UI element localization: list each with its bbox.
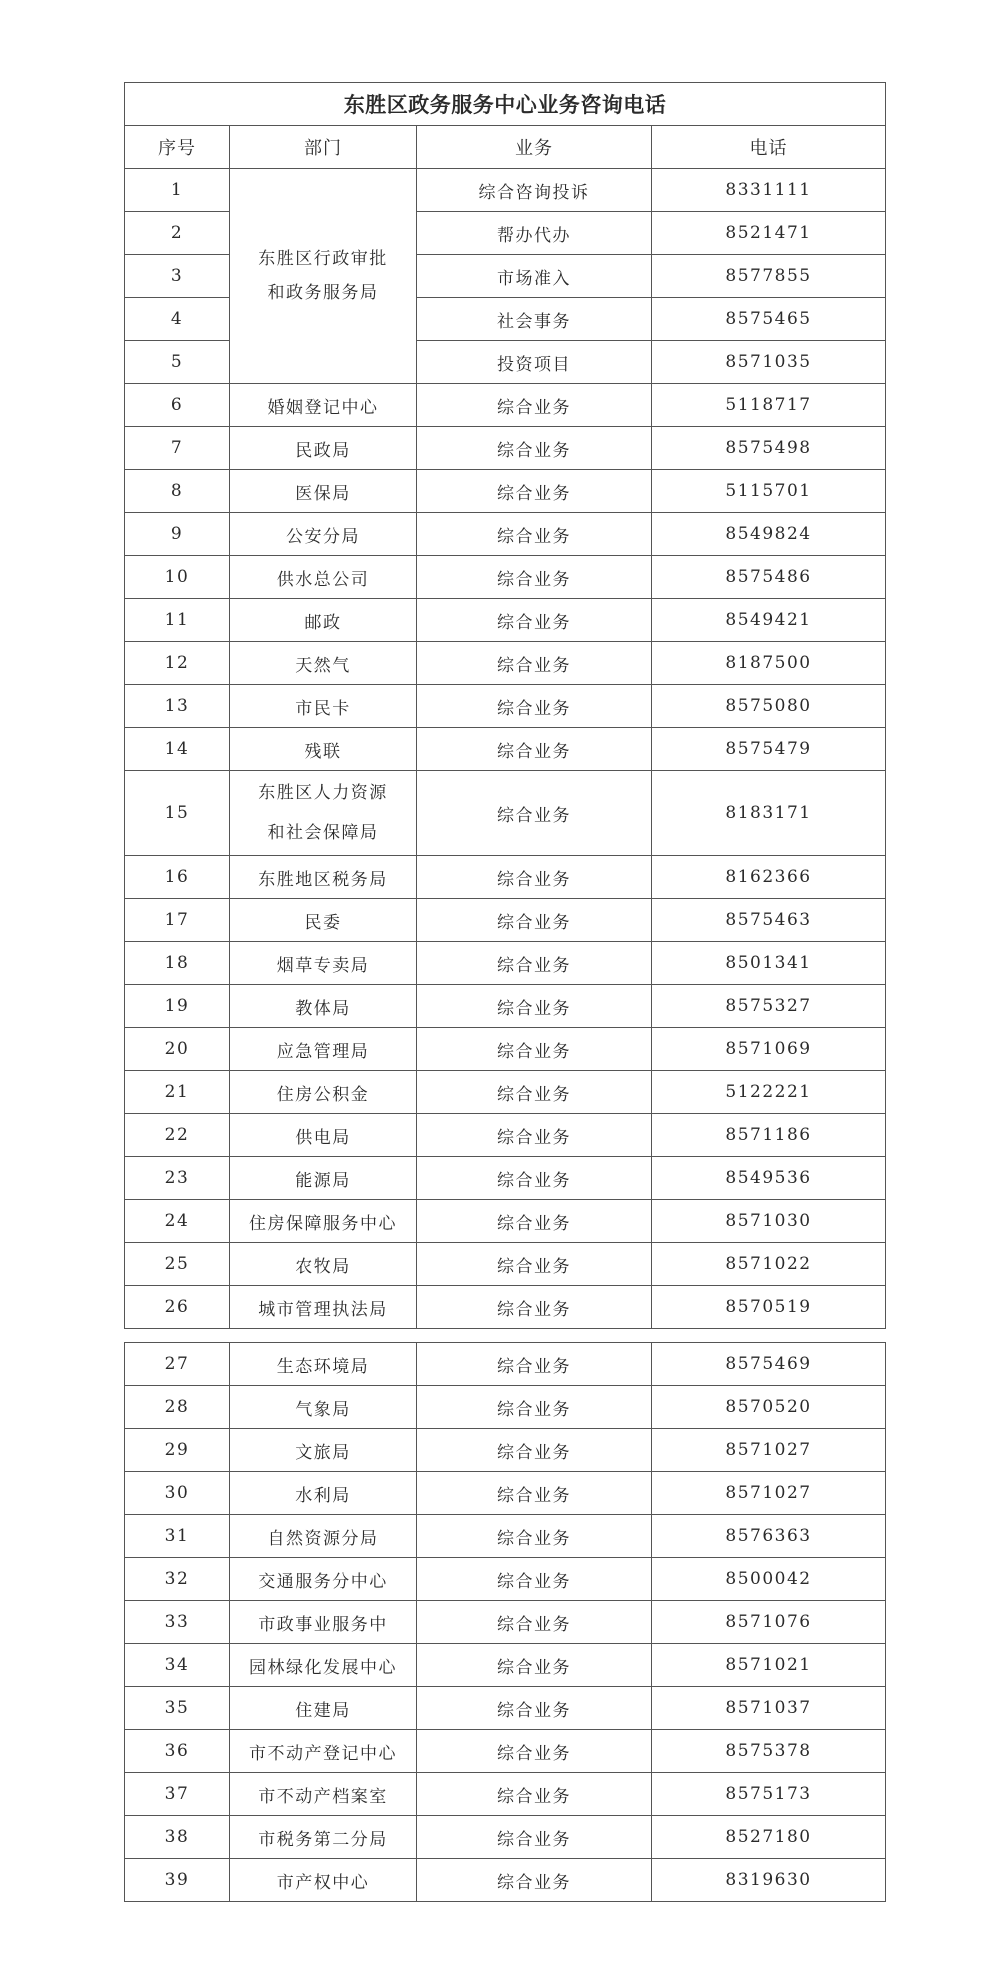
row-phone: 8577855: [652, 255, 886, 298]
table-row: [125, 642, 886, 685]
table-row: [125, 1472, 886, 1515]
row-business: 综合业务: [417, 1343, 652, 1386]
row-dept: 市不动产档案室: [230, 1773, 417, 1816]
dept-line: 和社会保障局: [267, 823, 379, 843]
row-phone: 8575465: [652, 298, 886, 341]
table-row: [125, 728, 886, 771]
row-no: 28: [125, 1386, 230, 1429]
row-business: 综合业务: [417, 1386, 652, 1429]
row-no: 8: [125, 470, 230, 513]
table-row: [125, 556, 886, 599]
row-dept: 生态环境局: [230, 1343, 417, 1386]
row-dept: 交通服务分中心: [230, 1558, 417, 1601]
phone-table-part-2: [124, 1342, 885, 1902]
row-dept: 气象局: [230, 1386, 417, 1429]
row-business: 综合业务: [417, 1028, 652, 1071]
row-dept: 供电局: [230, 1114, 417, 1157]
row-no: 38: [125, 1816, 230, 1859]
row-no: 11: [125, 599, 230, 642]
row-dept: 住房公积金: [230, 1071, 417, 1114]
row-business: 综合业务: [417, 513, 652, 556]
row-phone: 5122221: [652, 1071, 886, 1114]
row-phone: 8571030: [652, 1200, 886, 1243]
row-dept: 教体局: [230, 985, 417, 1028]
row-no: 25: [125, 1243, 230, 1286]
table-row: [125, 1286, 886, 1329]
row-phone: 8527180: [652, 1816, 886, 1859]
row-dept: 自然资源分局: [230, 1515, 417, 1558]
row-dept: 市不动产登记中心: [230, 1730, 417, 1773]
row-business: 社会事务: [417, 298, 652, 341]
table-row: [125, 169, 886, 212]
row-business: 综合业务: [417, 856, 652, 899]
table-row: [125, 1558, 886, 1601]
table-row: [125, 384, 886, 427]
header-dept: 部门: [230, 126, 417, 169]
row-business: 综合业务: [417, 985, 652, 1028]
row-business: 综合业务: [417, 1114, 652, 1157]
row-phone: 8187500: [652, 642, 886, 685]
row-no: 34: [125, 1644, 230, 1687]
table-row: [125, 1859, 886, 1902]
row-no: 37: [125, 1773, 230, 1816]
row-phone: 8571021: [652, 1644, 886, 1687]
row-phone: 8575469: [652, 1343, 886, 1386]
row-business: 综合业务: [417, 1157, 652, 1200]
row-no: 5: [125, 341, 230, 384]
table-row: [125, 899, 886, 942]
table-row: [125, 985, 886, 1028]
row-no: 26: [125, 1286, 230, 1329]
row-business: 帮办代办: [417, 212, 652, 255]
row-no: 10: [125, 556, 230, 599]
row-no: 16: [125, 856, 230, 899]
header-business: 业务: [417, 126, 652, 169]
row-dept: 烟草专卖局: [230, 942, 417, 985]
row-business: 综合业务: [417, 1773, 652, 1816]
row-phone: 8571027: [652, 1429, 886, 1472]
table-row: [125, 1687, 886, 1730]
table-row: [125, 1071, 886, 1114]
table-row: [125, 1515, 886, 1558]
table-row: [125, 427, 886, 470]
row-business: 投资项目: [417, 341, 652, 384]
row-dept: 水利局: [230, 1472, 417, 1515]
row-phone: 5118717: [652, 384, 886, 427]
row-phone: 8575463: [652, 899, 886, 942]
row-business: 综合业务: [417, 1429, 652, 1472]
row-phone: 8571035: [652, 341, 886, 384]
row-dept: 住建局: [230, 1687, 417, 1730]
row-dept: 婚姻登记中心: [230, 384, 417, 427]
dept-line: 东胜区人力资源: [258, 783, 388, 803]
row-phone: 5115701: [652, 470, 886, 513]
row-no: 24: [125, 1200, 230, 1243]
table-title: 东胜区政务服务中心业务咨询电话: [125, 83, 886, 126]
phone-table-part-1: [124, 82, 885, 1329]
row-no: 23: [125, 1157, 230, 1200]
row-business: 综合业务: [417, 1243, 652, 1286]
row-no: 36: [125, 1730, 230, 1773]
row-phone: 8575479: [652, 728, 886, 771]
row-dept: 东胜地区税务局: [230, 856, 417, 899]
row-no: 12: [125, 642, 230, 685]
row-no: 31: [125, 1515, 230, 1558]
row-dept: [230, 771, 417, 856]
row-phone: 8501341: [652, 942, 886, 985]
header-no: 序号: [125, 126, 230, 169]
row-business: 市场准入: [417, 255, 652, 298]
row-business: 综合业务: [417, 642, 652, 685]
row-business: 综合业务: [417, 1515, 652, 1558]
row-dept: 市税务第二分局: [230, 1816, 417, 1859]
row-business: 综合业务: [417, 1859, 652, 1902]
row-no: 21: [125, 1071, 230, 1114]
row-business: 综合业务: [417, 1601, 652, 1644]
row-phone: 8571186: [652, 1114, 886, 1157]
row-no: 20: [125, 1028, 230, 1071]
row-no: 13: [125, 685, 230, 728]
table-row: [125, 1386, 886, 1429]
row-phone: 8571076: [652, 1601, 886, 1644]
row-phone: 8183171: [652, 771, 886, 856]
row-phone: 8549421: [652, 599, 886, 642]
row-business: 综合业务: [417, 1286, 652, 1329]
row-phone: 8575327: [652, 985, 886, 1028]
row-business: 综合业务: [417, 1730, 652, 1773]
row-no: 39: [125, 1859, 230, 1902]
row-no: 29: [125, 1429, 230, 1472]
row-no: 32: [125, 1558, 230, 1601]
row-phone: 8549824: [652, 513, 886, 556]
table-row: [125, 685, 886, 728]
table-row: [125, 599, 886, 642]
row-dept: 邮政: [230, 599, 417, 642]
row-phone: 8319630: [652, 1859, 886, 1902]
row-business: 综合业务: [417, 899, 652, 942]
row-no: 6: [125, 384, 230, 427]
table-row: [125, 470, 886, 513]
row-phone: 8571027: [652, 1472, 886, 1515]
row-business: 综合业务: [417, 1687, 652, 1730]
row-phone: 8549536: [652, 1157, 886, 1200]
row-phone: 8575378: [652, 1730, 886, 1773]
row-no: 9: [125, 513, 230, 556]
row-no: 3: [125, 255, 230, 298]
row-phone: 8575173: [652, 1773, 886, 1816]
dept-line: 和政务服务局: [267, 283, 379, 303]
row-business: 综合业务: [417, 1816, 652, 1859]
table-row: [125, 1114, 886, 1157]
row-phone: 8575486: [652, 556, 886, 599]
row-no: 4: [125, 298, 230, 341]
row-no: 22: [125, 1114, 230, 1157]
row-phone: 8570520: [652, 1386, 886, 1429]
table-row: [125, 1429, 886, 1472]
row-phone: 8162366: [652, 856, 886, 899]
row-dept: 城市管理执法局: [230, 1286, 417, 1329]
row-no: 1: [125, 169, 230, 212]
row-no: 30: [125, 1472, 230, 1515]
row-dept: 天然气: [230, 642, 417, 685]
row-business: 综合业务: [417, 728, 652, 771]
row-phone: 8570519: [652, 1286, 886, 1329]
row-dept: 民委: [230, 899, 417, 942]
row-no: 27: [125, 1343, 230, 1386]
row-dept: 能源局: [230, 1157, 417, 1200]
row-business: 综合业务: [417, 1472, 652, 1515]
header-row: [125, 126, 886, 169]
row-phone: 8521471: [652, 212, 886, 255]
row-business: 综合业务: [417, 1071, 652, 1114]
row-business: 综合业务: [417, 470, 652, 513]
row-business: 综合业务: [417, 942, 652, 985]
row-no: 7: [125, 427, 230, 470]
table-row: [125, 1243, 886, 1286]
row-dept: 住房保障服务中心: [230, 1200, 417, 1243]
row-dept: 供水总公司: [230, 556, 417, 599]
table-row: [125, 1343, 886, 1386]
table-row: [125, 513, 886, 556]
row-dept: 市产权中心: [230, 1859, 417, 1902]
table-row: [125, 1816, 886, 1859]
row-phone: 8571069: [652, 1028, 886, 1071]
row-dept: 民政局: [230, 427, 417, 470]
row-business: 综合业务: [417, 1558, 652, 1601]
row-no: 15: [125, 771, 230, 856]
table-row: [125, 771, 886, 856]
row-no: 19: [125, 985, 230, 1028]
row-no: 17: [125, 899, 230, 942]
row-dept: 市民卡: [230, 685, 417, 728]
row-business: 综合业务: [417, 556, 652, 599]
row-dept: 文旅局: [230, 1429, 417, 1472]
header-phone: 电话: [652, 126, 886, 169]
row-dept: 市政事业服务中: [230, 1601, 417, 1644]
row-dept: 残联: [230, 728, 417, 771]
row-dept: 农牧局: [230, 1243, 417, 1286]
table-row: [125, 1773, 886, 1816]
table-row: [125, 1601, 886, 1644]
table-row: [125, 1644, 886, 1687]
row-no: 35: [125, 1687, 230, 1730]
row-business: 综合业务: [417, 599, 652, 642]
row-dept: 应急管理局: [230, 1028, 417, 1071]
row-dept: 园林绿化发展中心: [230, 1644, 417, 1687]
table-row: [125, 856, 886, 899]
row-business: 综合业务: [417, 427, 652, 470]
row-no: 33: [125, 1601, 230, 1644]
row-dept: 公安分局: [230, 513, 417, 556]
table-row: [125, 1028, 886, 1071]
row-phone: 8576363: [652, 1515, 886, 1558]
row-phone: 8571022: [652, 1243, 886, 1286]
row-phone: 8575498: [652, 427, 886, 470]
row-business: 综合业务: [417, 1200, 652, 1243]
row-dept-merged: [230, 169, 417, 384]
row-phone: 8571037: [652, 1687, 886, 1730]
row-phone: 8331111: [652, 169, 886, 212]
table-row: [125, 942, 886, 985]
row-no: 14: [125, 728, 230, 771]
row-no: 2: [125, 212, 230, 255]
row-business: 综合咨询投诉: [417, 169, 652, 212]
row-business: 综合业务: [417, 384, 652, 427]
row-phone: 8500042: [652, 1558, 886, 1601]
row-business: 综合业务: [417, 1644, 652, 1687]
table-row: [125, 1200, 886, 1243]
row-phone: 8575080: [652, 685, 886, 728]
row-no: 18: [125, 942, 230, 985]
table-row: [125, 1157, 886, 1200]
dept-line: 东胜区行政审批: [258, 249, 388, 269]
table-row: [125, 1730, 886, 1773]
row-business: 综合业务: [417, 685, 652, 728]
row-business: 综合业务: [417, 771, 652, 856]
row-dept: 医保局: [230, 470, 417, 513]
